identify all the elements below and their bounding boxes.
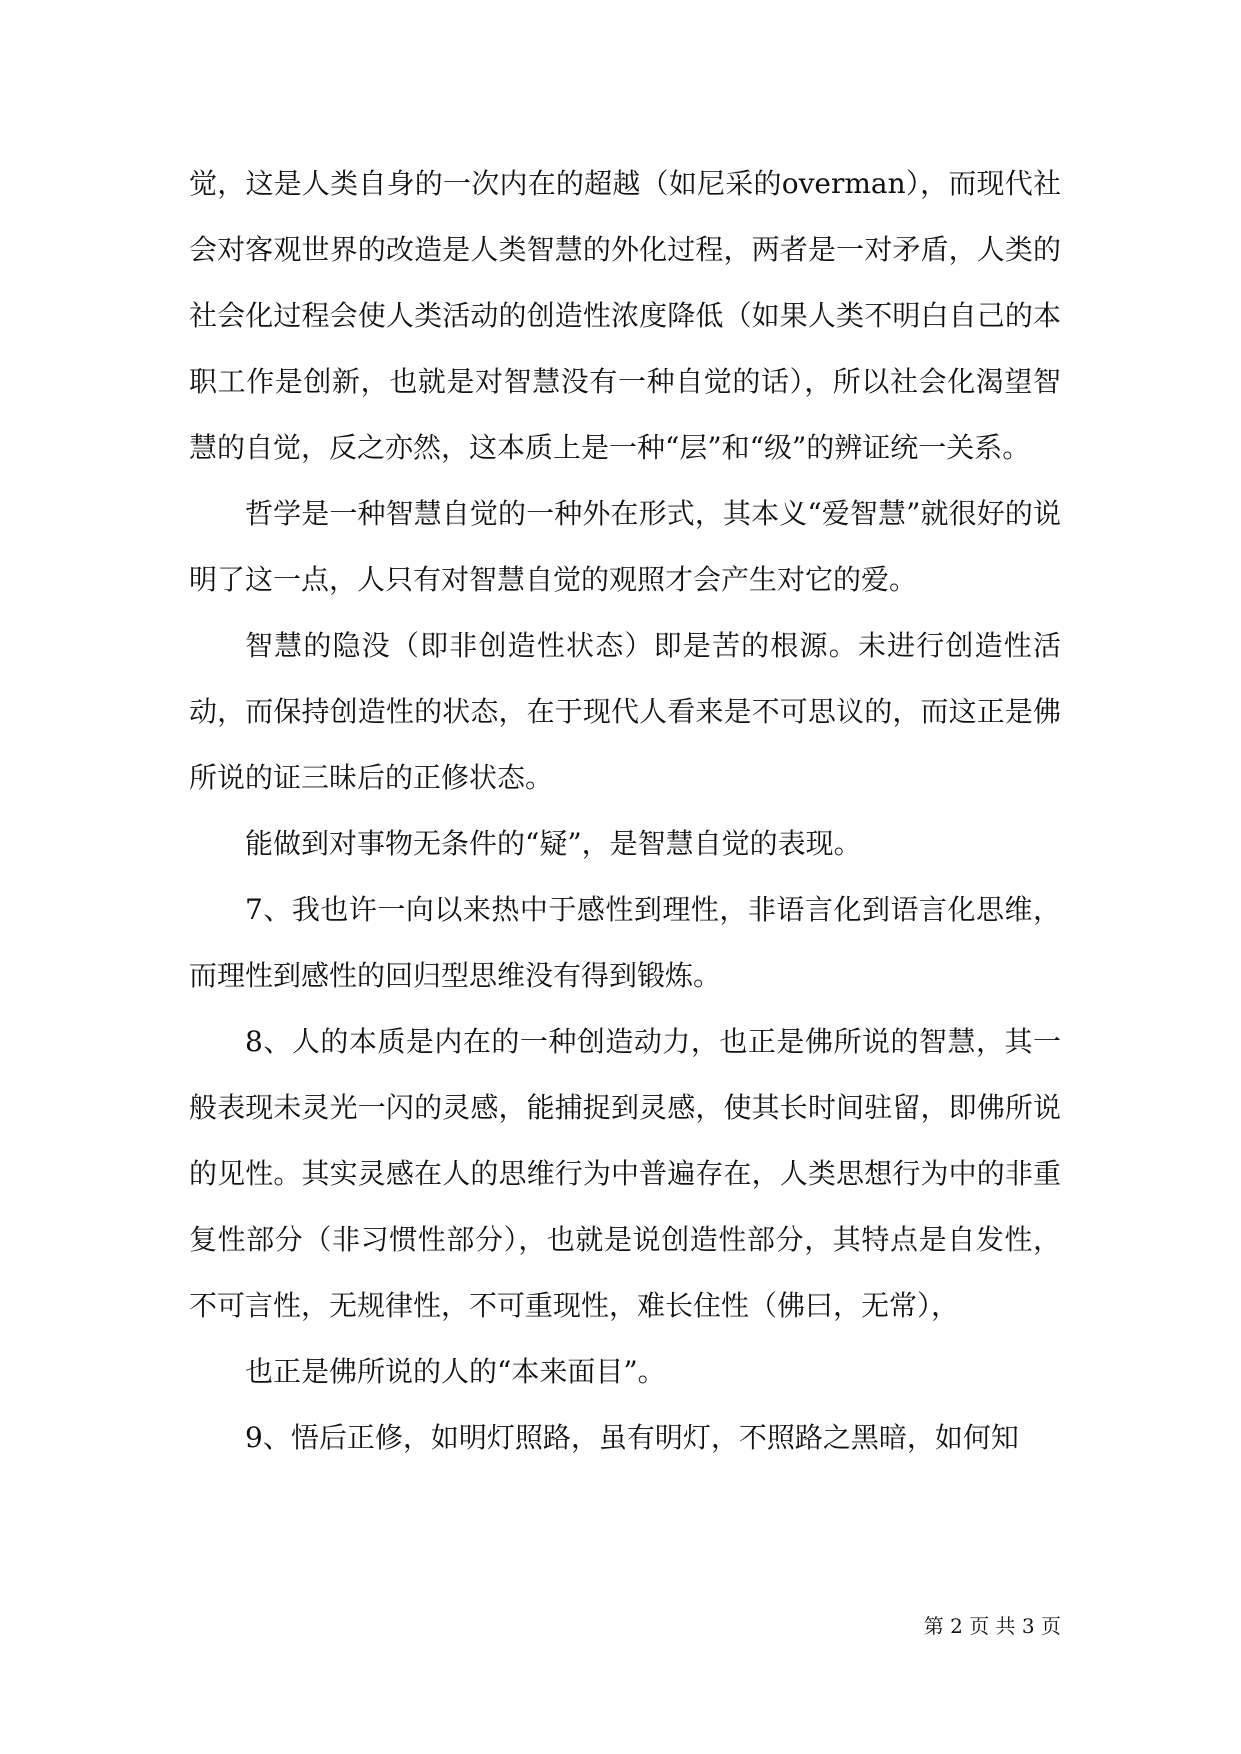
paragraph-4: 能做到对事物无条件的“疑”，是智慧自觉的表现。 [245, 827, 862, 860]
paragraph-2: 哲学是一种智慧自觉的一种外在形式，其本义“爱智慧”就很好的说明了这一点，人只有对智慧自觉的观照才会产生对它的爱。 [189, 497, 1061, 596]
paragraph-6: 8、人的本质是内在的一种创造动力，也正是佛所说的智慧，其一般表现未灵光一闪的灵感，能捕捉到灵感，使其长时间驻留，即佛所说的见性。其实灵感在人的思维行为中普遍存在，人类思想行为中的非重复性部分（非习惯性部分），也就是说创造性部分，其特点是自发性，不可言性，无规律性，不可重现性，难长住性（佛曰，无常）， [189, 1025, 1061, 1322]
paragraph-8: 9、悟后正修，如明灯照路，虽有明灯，不照路之黑暗，如何知 [245, 1421, 1019, 1454]
paragraph-1: 觉，这是人类自身的一次内在的超越（如尼采的overman），而现代社会对客观世界的改造是人类智慧的外化过程，两者是一对矛盾，人类的社会化过程会使人类活动的创造性浓度降低（如果人类不明白自己的本职工作是创新，也就是对智慧没有一种自觉的话），所以社会化渴望智慧的自觉，反之亦然，这本质上是一种“层”和“级”的辨证统一关系。 [189, 167, 1061, 464]
paragraph-7: 也正是佛所说的人的“本来面目”。 [245, 1355, 666, 1388]
paragraph-3: 智慧的隐没（即非创造性状态）即是苦的根源。未进行创造性活动，而保持创造性的状态，在于现代人看来是不可思议的，而这正是佛所说的证三昧后的正修状态。 [189, 629, 1061, 794]
paragraph-5: 7、我也许一向以来热中于感性到理性，非语言化到语言化思维，而理性到感性的回归型思维没有得到锻炼。 [189, 893, 1061, 992]
page-number-footer: 第 2 页 共 3 页 [923, 1614, 1061, 1638]
document-body [189, 151, 1061, 1471]
